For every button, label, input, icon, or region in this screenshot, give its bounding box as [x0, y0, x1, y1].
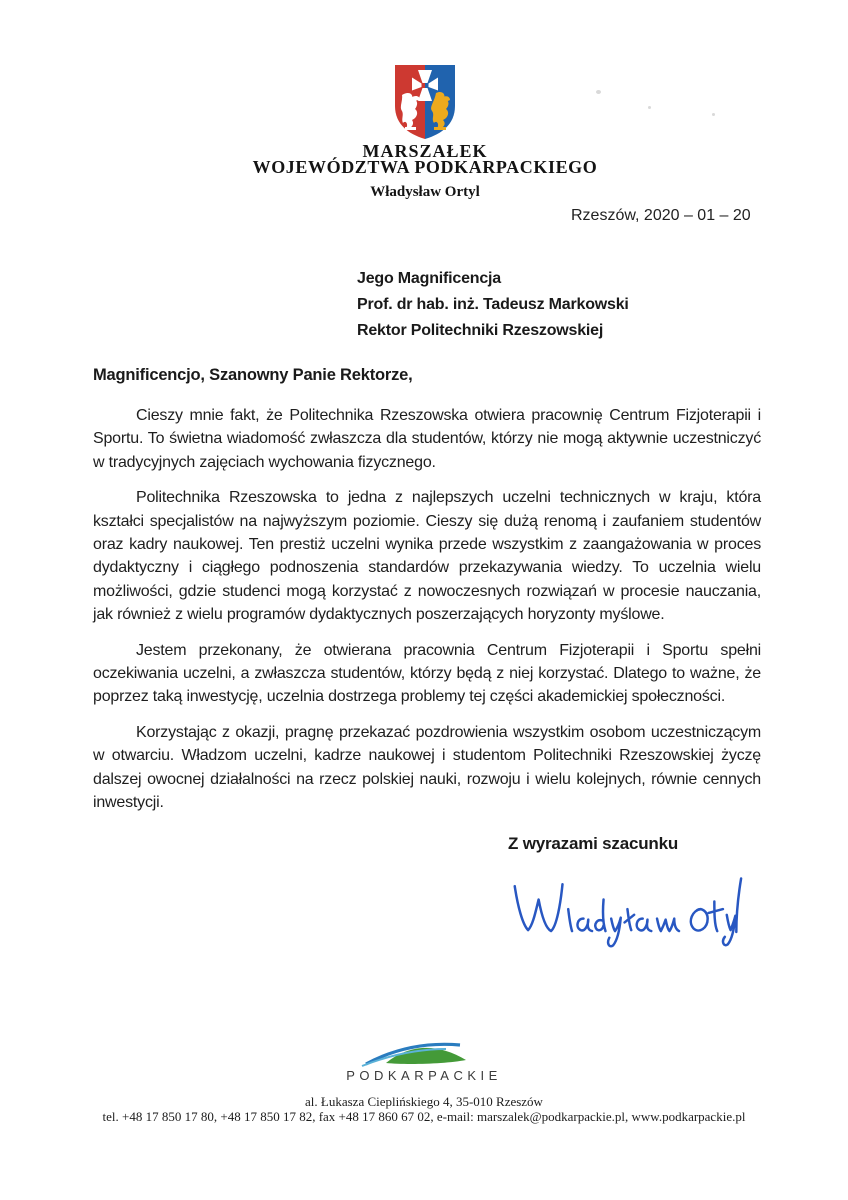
official-name: Władysław Ortyl	[370, 184, 480, 200]
footer-address	[0, 1094, 848, 1124]
dateline: Rzeszów, 2020 – 01 – 20	[571, 207, 751, 224]
logo-wordmark: PODKARPACKIE	[346, 1068, 502, 1083]
address-line2: tel. +48 17 850 17 80, +48 17 850 17 82, fax +48 17 860 67 02, e-mail: marszalek@podkarpackie.pl, www.podkarpackie.pl	[102, 1109, 746, 1124]
recipient-line: Rektor Politechniki Rzeszowskiej	[357, 322, 604, 339]
office-title-line2: WOJEWÓDZTWA PODKARPACKIEGO	[252, 157, 598, 177]
address-line1: al. Łukasza Cieplińskiego 4, 35-010 Rzeszów	[305, 1094, 543, 1109]
body-paragraph: Cieszy mnie fakt, że Politechnika Rzeszowska otwiera pracownię Centrum Fizjoterapii i Sportu. To świetna wiadomość zwłaszcza dla studentów, którzy nie mogą aktywnie uczestniczyć w tradycyjnych zajęciach wychowania fizycznego.	[93, 407, 761, 471]
scan-speck	[648, 106, 651, 109]
podkarpackie-logo-icon	[358, 1037, 490, 1067]
body-paragraph: Korzystając z okazji, pragnę przekazać pozdrowienia wszystkim osobom uczestniczącym w otwarciu. Władzom uczelni, kadrze naukowej i studentom Politechniki Rzeszowskiej życzę dalszej owocnej działalności na rzecz polskiej nauki, rozwoju i wielu kolejnych, równie cennych inwestycji.	[93, 723, 761, 812]
body-paragraph: Politechnika Rzeszowska to jedna z najlepszych uczelni technicznych w kraju, która kształci specjalistów na najwyższym poziomie. Cieszy się dużą renomą i zaufaniem studentów oraz kadry naukowej. Ten prestiż uczelni wynika przede wszystkim z zaangażowania w proces dydaktyczny i ciągłego podnoszenia standardów przekazywania wiedzy. To uczelnia wielu możliwości, gdzie studenci mogą korzystać z nowoczesnych rozwiązań w procesie nauczania, jak również z wielu programów dydaktycznych poszerzających horyzonty myślowe.	[93, 489, 761, 624]
footer-logo	[0, 1037, 848, 1083]
scan-speck	[596, 90, 601, 94]
recipient-line: Prof. dr hab. inż. Tadeusz Markowski	[357, 296, 629, 313]
letter-body	[93, 404, 761, 827]
signature-strokes	[515, 879, 741, 947]
letterhead	[179, 143, 671, 200]
recipient-block	[357, 266, 629, 344]
recipient-line: Jego Magnificencja	[357, 270, 501, 287]
closing-phrase: Z wyrazami szacunku	[508, 834, 679, 853]
body-paragraph: Jestem przekonany, że otwierana pracownia Centrum Fizjoterapii i Sportu spełni oczekiwania uczelni, a zwłaszcza studentów, którzy będą z niej korzystać. Dlatego to ważne, że poprzez taką inwestycję, uczelnia dostrzega problemy tej części akademickiej społeczności.	[93, 641, 761, 706]
salutation: Magnificencjo, Szanowny Panie Rektorze,	[93, 366, 413, 384]
scan-speck	[712, 113, 715, 116]
podkarpackie-coat-of-arms-icon	[392, 62, 458, 142]
office-title-line1: MARSZAŁEK	[362, 141, 488, 161]
handwritten-signature	[509, 869, 743, 953]
